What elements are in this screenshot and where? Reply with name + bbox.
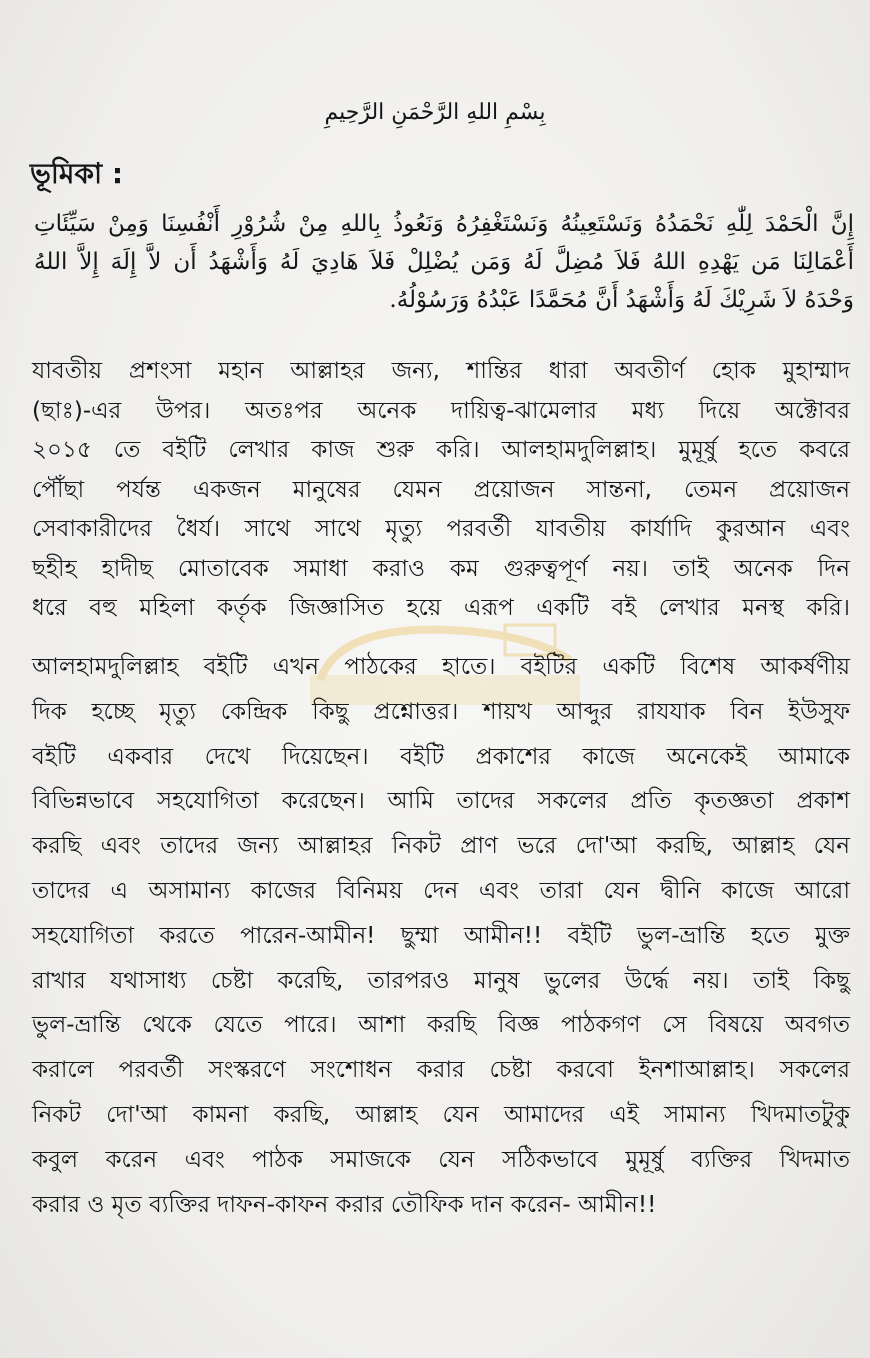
text-line: ভুল-ভ্রান্তি থেকে যেতে পারে। আশা করছি বিজ্ঞ পাঠকগণ সে বিষয়ে অবগত [32, 1012, 850, 1039]
text-line: সেবাকারীদের ধৈর্য। সাথে সাথে মৃত্যু পরবর্তী যাবতীয় কার্যাদি কুরআন এবং [32, 516, 850, 542]
text-line: সহযোগিতা করতে পারেন-আমীন! ছুম্মা আমীন!! বইটি ভুল-ভ্রান্তি হতে মুক্ত [32, 922, 850, 949]
text-line: দিক হচ্ছে মৃত্যু কেন্দ্রিক কিছু প্রশ্নোত্তর। শায়খ আব্দুর রাযযাক বিন ইউসুফ [32, 698, 850, 725]
text-line: কবুল করেন এবং পাঠক সমাজকে যেন সঠিকভাবে মুমূর্ষু ব্যক্তির খিদমাত [32, 1146, 850, 1173]
bismillah: بِسْمِ اللهِ الرَّحْمَنِ الرَّحِيمِ [324, 100, 546, 125]
text-line: করালে পরবর্তী সংস্করণে সংশোধন করার চেষ্টা করবো ইনশাআল্লাহ। সকলের [32, 1057, 850, 1084]
text-line: বইটি একবার দেখে দিয়েছেন। বইটি প্রকাশের কাজে অনেকেই আমাকে [32, 743, 850, 770]
text-line: রাখার যথাসাধ্য চেষ্টা করেছি, তারপরও মানুষ ভুলের উর্দ্ধে নয়। তাই কিছু [32, 967, 850, 994]
text-line: ২০১৫ তে বইটি লেখার কাজ শুরু করি। আলহামদুলিল্লাহ। মুমূর্ষু হতে কবরে [32, 437, 850, 463]
text-line: বিভিন্নভাবে সহযোগিতা করেছেন। আমি তাদের সকলের প্রতি কৃতজ্ঞতা প্রকাশ [32, 788, 850, 815]
text-line: ছহীহ হাদীছ মোতাবেক সমাধা করাও কম গুরুত্বপূর্ণ নয়। তাই অনেক দিন [32, 555, 850, 582]
paragraph-1 [32, 352, 850, 629]
text-line: করছি এবং তাদের জন্য আল্লাহর নিকট প্রাণ ভরে দো'আ করছি, আল্লাহ যেন [32, 833, 850, 860]
arabic-line: إِنَّ الْحَمْدَ لِلّٰهِ نَحْمَدُهُ وَنَسْتَعِينُهُ وَنَسْتَغْفِرُهُ وَنَعُوذُ بِاللهِ مِنْ شُرُوْرِ أَنْفُسِنَا وَمِنْ سَيِّئَاتِ [34, 211, 854, 237]
arabic-invocation [34, 205, 854, 319]
text-line: নিকট দো'আ কামনা করছি, আল্লাহ যেন আমাদের এই সামান্য খিদমাতটুকু [32, 1101, 850, 1128]
text-line: যাবতীয় প্রশংসা মহান আল্লাহর জন্য, শান্তির ধারা অবতীর্ণ হোক মুহাম্মাদ [32, 358, 850, 384]
text-line: আলহামদুলিল্লাহ বইটি এখন পাঠকের হাতে। বইটির একটি বিশেষ আকর্ষণীয় [32, 654, 850, 680]
arabic-line: وَحْدَهُ لاَ شَرِيْكَ لَهُ وَأَشْهَدُ أَنَّ مُحَمَّدًا عَبْدُهُ وَرَسُوْلُهُ. [389, 287, 854, 313]
arabic-line: أَعْمَالِنَا مَن يَهْدِهِ اللهُ فَلاَ مُضِلَّ لَهُ وَمَن يُضْلِلْ فَلاَ هَادِيَ لَهُ وَأَشْهَدُ أَن لاَّ إِلَهَ إِلاَّ اللهُ [34, 249, 854, 275]
text-line: (ছাঃ)-এর উপর। অতঃপর অনেক দায়িত্ব-ঝামেলার মধ্য দিয়ে অক্টোবর [32, 397, 850, 424]
text-line: পৌঁছা পর্যন্ত একজন মানুষের যেমন প্রয়োজন সান্তনা, তেমন প্রয়োজন [32, 476, 850, 503]
text-line: ধরে বহু মহিলা কর্তৃক জিজ্ঞাসিত হয়ে এরূপ একটি বই লেখার মনস্থ করি। [32, 595, 850, 621]
text-line: করার ও মৃত ব্যক্তির দাফন-কাফন করার তৌফিক দান করেন- আমীন!! [32, 1191, 657, 1218]
text-line: তাদের এ অসামান্য কাজের বিনিময় দেন এবং তারা যেন দ্বীনি কাজে আরো [32, 877, 850, 904]
section-heading: ভূমিকা : [30, 157, 124, 190]
paragraph-2 [32, 645, 850, 1227]
